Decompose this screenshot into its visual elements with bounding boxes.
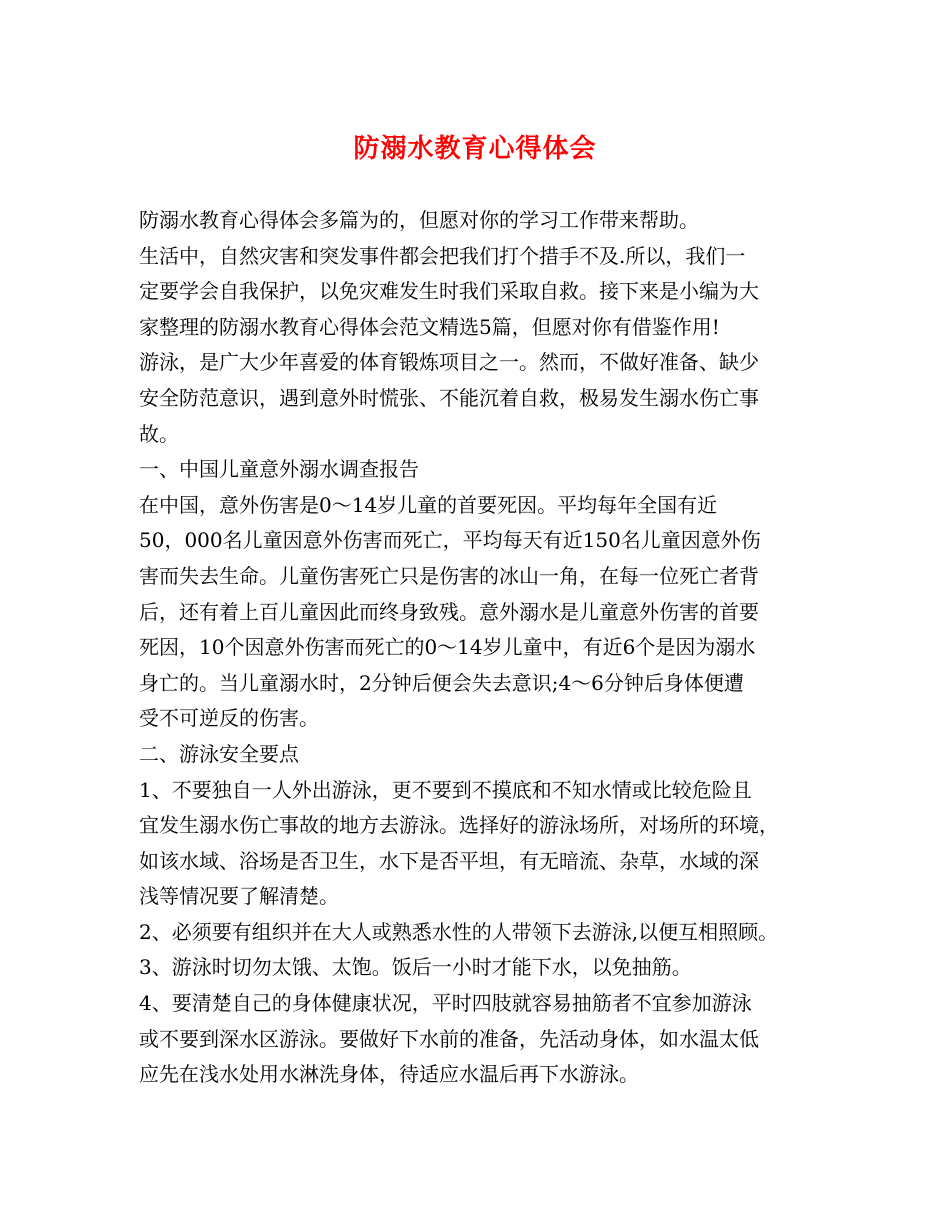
body-line: 浅等情况要了解清楚。: [139, 884, 339, 909]
body-line: 害而失去生命。儿童伤害死亡只是伤害的冰山一角，在每一位死亡者背: [139, 563, 759, 588]
body-line: 死因，10个因意外伤害而死亡的0～14岁儿童中，有近6个是因为溺水: [139, 635, 756, 660]
body-line: 后，还有着上百儿童因此而终身致残。意外溺水是儿童意外伤害的首要: [139, 599, 759, 624]
body-line: 2、必须要有组织并在大人或熟悉水性的人带领下去游泳,以便互相照顾。: [139, 919, 779, 944]
body-line: 故。: [139, 421, 179, 446]
body-line: 定要学会自我保护，以免灾难发生时我们采取自救。接下来是小编为大: [139, 279, 759, 304]
body-line: 安全防范意识，遇到意外时慌张、不能沉着自救，极易发生溺水伤亡事: [139, 385, 759, 410]
body-line: 50，000名儿童因意外伤害而死亡，平均每天有近150名儿童因意外伤: [139, 528, 761, 553]
body-line: 游泳，是广大少年喜爱的体育锻炼项目之一。然而，不做好准备、缺少: [139, 350, 759, 375]
body-line: 在中国，意外伤害是0～14岁儿童的首要死因。平均每年全国有近: [139, 492, 718, 517]
body-line: 防溺水教育心得体会多篇为的，但愿对你的学习工作带来帮助。: [139, 208, 699, 232]
document-title: 防溺水教育心得体会: [353, 134, 597, 164]
body-line: 家整理的防溺水教育心得体会范文精选5篇，但愿对你有借鉴作用!: [139, 314, 720, 339]
body-line: 或不要到深水区游泳。要做好下水前的准备，先活动身体，如水温太低: [139, 1026, 759, 1051]
body-line: 生活中，自然灾害和突发事件都会把我们打个措手不及.所以，我们一: [139, 243, 746, 268]
body-line: 受不可逆反的伤害。: [139, 706, 319, 731]
body-line: 应先在浅水处用水淋洗身体，待适应水温后再下水游泳。: [139, 1062, 639, 1087]
section-heading: 一、中国儿童意外溺水调查报告: [139, 457, 419, 482]
section-heading: 二、游泳安全要点: [139, 741, 299, 766]
body-line: 身亡的。当儿童溺水时，2分钟后便会失去意识;4～6分钟后身体便遭: [139, 670, 744, 695]
document-body: [139, 203, 829, 1093]
body-line: 宜发生溺水伤亡事故的地方去游泳。选择好的游泳场所，对场所的环境，: [139, 813, 779, 838]
body-line: 4、要清楚自己的身体健康状况，平时四肢就容易抽筋者不宜参加游泳: [139, 991, 752, 1016]
body-line: 3、游泳时切勿太饿、太饱。饭后一小时才能下水，以免抽筋。: [139, 955, 692, 980]
body-line: 1、不要独自一人外出游泳，更不要到不摸底和不知水情或比较危险且: [139, 777, 752, 802]
body-line: 如该水域、浴场是否卫生，水下是否平坦，有无暗流、杂草，水域的深: [139, 848, 759, 873]
